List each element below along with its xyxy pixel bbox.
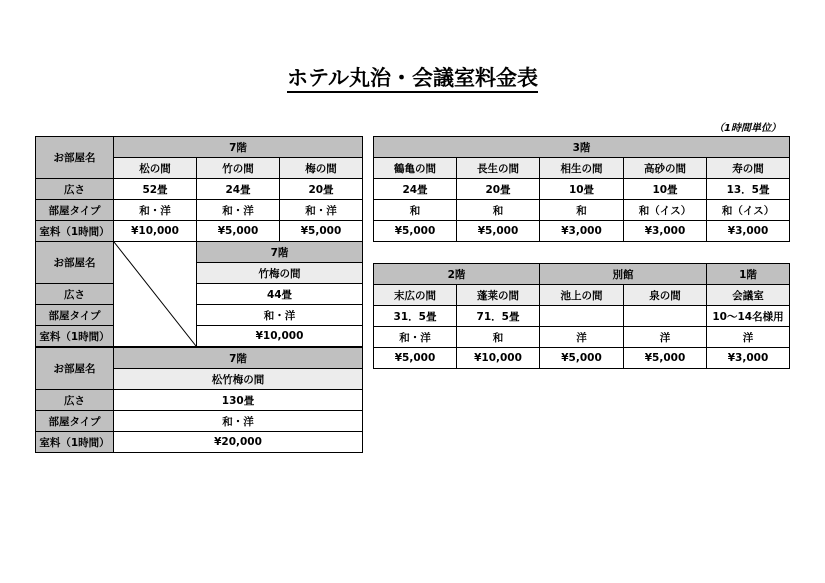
room-name: 長生の間 (457, 158, 540, 179)
room-name: 梅の間 (280, 158, 363, 179)
room-size: 130畳 (114, 390, 363, 411)
room-fee: ¥20,000 (114, 432, 363, 453)
floor-header: 7階 (114, 348, 363, 369)
room-name: 鶴亀の間 (374, 158, 457, 179)
room-fee: ¥5,000 (624, 348, 707, 369)
room-type: 和 (374, 200, 457, 221)
floor-header: 7階 (114, 137, 363, 158)
row-label-size: 広さ (36, 390, 114, 411)
room-type: 和・洋 (280, 200, 363, 221)
floor-header: 別館 (540, 264, 707, 285)
room-size: 24畳 (374, 179, 457, 200)
room-type: 和・洋 (114, 411, 363, 432)
row-label-room: お部屋名 (36, 348, 114, 390)
room-size: 71．5畳 (457, 306, 540, 327)
room-name: 松の間 (114, 158, 197, 179)
room-type: 和（イス） (624, 200, 707, 221)
room-fee: ¥5,000 (457, 221, 540, 242)
room-fee: ¥10,000 (457, 348, 540, 369)
room-size: 10畳 (624, 179, 707, 200)
room-size: 44畳 (197, 284, 363, 305)
room-name: 寿の間 (707, 158, 790, 179)
room-type: 洋 (540, 327, 624, 348)
room-type: 和・洋 (197, 305, 363, 326)
row-label-size: 広さ (36, 179, 114, 200)
room-size: 10畳 (540, 179, 624, 200)
room-fee: ¥3,000 (540, 221, 624, 242)
room-type: 洋 (707, 327, 790, 348)
room-name: 松竹梅の間 (114, 369, 363, 390)
row-label-type: 部屋タイプ (36, 200, 114, 221)
room-size: 52畳 (114, 179, 197, 200)
room-fee: ¥5,000 (374, 348, 457, 369)
row-label-type: 部屋タイプ (36, 305, 114, 326)
row-label-type: 部屋タイプ (36, 411, 114, 432)
room-type: 和（イス） (707, 200, 790, 221)
floor-header: 3階 (374, 137, 790, 158)
row-label-room: お部屋名 (36, 137, 114, 179)
row-label-fee: 室料（1時間） (36, 221, 114, 242)
room-name: 泉の間 (624, 285, 707, 306)
row-label-room: お部屋名 (36, 242, 114, 284)
room-size (624, 306, 707, 327)
unit-note: （1時間単位） (714, 123, 781, 134)
room-name: 池上の間 (540, 285, 624, 306)
room-table-chikubai (35, 241, 363, 347)
room-name: 蓬莱の間 (457, 285, 540, 306)
floor-header: 7階 (197, 242, 363, 263)
page-title: ホテル丸治・会議室料金表 (0, 62, 825, 92)
room-fee: ¥5,000 (540, 348, 624, 369)
room-fee: ¥5,000 (280, 221, 363, 242)
room-size: 20畳 (280, 179, 363, 200)
room-table-3f (373, 136, 790, 242)
room-name: 会議室 (707, 285, 790, 306)
row-label-fee: 室料（1時間） (36, 326, 114, 347)
room-name: 竹梅の間 (197, 263, 363, 284)
room-type: 洋 (624, 327, 707, 348)
room-type: 和・洋 (374, 327, 457, 348)
room-name: 相生の間 (540, 158, 624, 179)
floor-header: 2階 (374, 264, 540, 285)
room-size: 10〜14名様用 (707, 306, 790, 327)
room-size: 13．5畳 (707, 179, 790, 200)
room-type: 和 (457, 327, 540, 348)
room-fee: ¥3,000 (707, 221, 790, 242)
room-fee: ¥10,000 (114, 221, 197, 242)
room-table-2f-annex-1f (373, 263, 790, 369)
room-table-shochikubai (35, 347, 363, 453)
room-fee: ¥3,000 (707, 348, 790, 369)
room-size: 31．5畳 (374, 306, 457, 327)
room-name: 竹の間 (197, 158, 280, 179)
room-type: 和 (457, 200, 540, 221)
room-fee: ¥10,000 (197, 326, 363, 347)
diagonal-blank-cell (114, 242, 197, 347)
row-label-fee: 室料（1時間） (36, 432, 114, 453)
room-name: 末広の間 (374, 285, 457, 306)
room-type: 和・洋 (114, 200, 197, 221)
room-type: 和 (540, 200, 624, 221)
row-label-size: 広さ (36, 284, 114, 305)
room-size: 24畳 (197, 179, 280, 200)
room-fee: ¥3,000 (624, 221, 707, 242)
room-size: 20畳 (457, 179, 540, 200)
room-size (540, 306, 624, 327)
room-type: 和・洋 (197, 200, 280, 221)
room-fee: ¥5,000 (197, 221, 280, 242)
floor-header: 1階 (707, 264, 790, 285)
room-table-7f (35, 136, 363, 242)
room-name: 高砂の間 (624, 158, 707, 179)
room-fee: ¥5,000 (374, 221, 457, 242)
